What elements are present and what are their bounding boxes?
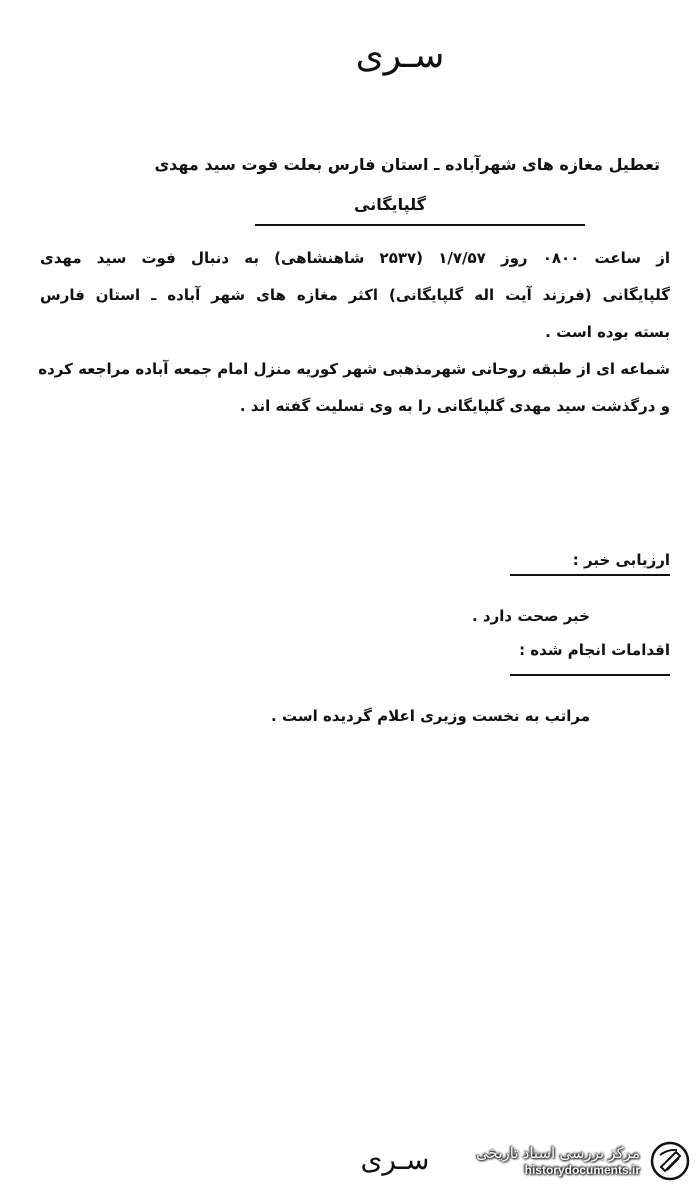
evaluation-underline xyxy=(510,574,670,576)
title-line-1: تعطیل مغازه های شهرآباده ـ استان فارس بعلت فوت سید مهدی xyxy=(154,155,660,174)
evaluation-label: ارزیابی خبر : xyxy=(572,551,670,569)
classification-mark: سـری xyxy=(355,35,445,76)
body-line-3: بسته بوده است . xyxy=(545,323,670,341)
document-title xyxy=(120,150,660,220)
actions-text: مراتب به نخست وزیری اعلام گردیده است . xyxy=(271,707,590,725)
body-line-4: شماعه ای از طبقه روحانی شهرمذهبی شهر کوریه منزل امام جمعه آباده مراجعه کرده xyxy=(38,360,670,378)
title-underline xyxy=(255,224,585,226)
watermark-text xyxy=(476,1145,640,1178)
actions-underline xyxy=(510,674,670,676)
body-line-2: گلپایگانی (فرزند آیت اله گلپایگانی) اکثر مغازه های شهر آباده ـ استان فارس xyxy=(40,286,670,304)
body-line-5: و درگذشت سید مهدی گلپایگانی را به وی تسلیت گفته اند . xyxy=(239,397,670,415)
title-line-2: گلپایگانی xyxy=(354,195,426,214)
archive-logo-icon xyxy=(648,1139,692,1183)
footer-classification: سـری xyxy=(360,1143,430,1176)
watermark-url: historydocuments.ir xyxy=(524,1162,640,1177)
actions-label: اقدامات انجام شده : xyxy=(519,641,670,659)
evaluation-text: خبر صحت دارد . xyxy=(472,607,590,625)
body-line-1: از ساعت ۰۸۰۰ روز ۱/۷/۵۷ (۲۵۳۷ شاهنشاهی) به دنبال فوت سید مهدی xyxy=(40,249,670,267)
report-body xyxy=(40,246,670,431)
archive-watermark xyxy=(442,1130,692,1192)
watermark-title: مرکز بررسی اسناد تاریخی xyxy=(476,1144,640,1162)
